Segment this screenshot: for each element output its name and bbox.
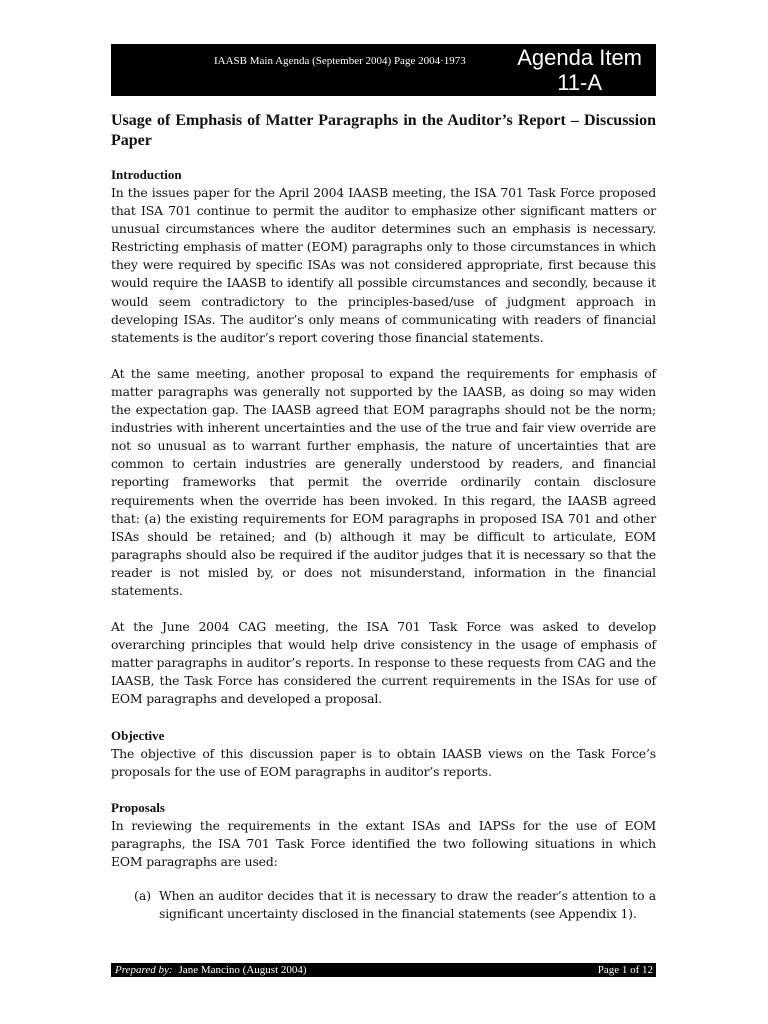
section-heading: Proposals bbox=[111, 799, 165, 815]
section-heading: Objective bbox=[111, 727, 165, 743]
agenda-item-number: 11-A bbox=[557, 70, 603, 95]
document-body bbox=[111, 166, 656, 923]
header-bar bbox=[111, 44, 656, 96]
agenda-item-line: Agenda Item bbox=[517, 45, 642, 70]
section-introduction bbox=[111, 166, 656, 709]
prepared-by-value: Jane Mancino (August 2004) bbox=[178, 964, 307, 976]
list-item bbox=[111, 887, 656, 923]
footer-prepared bbox=[115, 963, 307, 977]
section-objective bbox=[111, 727, 656, 781]
section-heading: Introduction bbox=[111, 167, 182, 182]
paragraph: The objective of this discussion paper is to obtain IAASB views on the Task Force’s proposals for the use of EOM paragraphs in auditor’s reports. bbox=[111, 745, 656, 779]
document-title: Usage of Emphasis of Matter Paragraphs in the Auditor’s Report – Discussion Paper bbox=[111, 112, 656, 149]
paragraph: At the same meeting, another proposal to expand the requirements for emphasis of matter paragraphs was generally not supported by the IAASB, as doing so may widen the expectation gap. The IAASB agreed that EOM paragraphs should not be the norm; industries with inherent uncertainties and the use of the true and fair view override are not so unusual as to warrant further emphasis, the nature of uncertainties that are common to certain industries are generally understood by readers, and financial reporting frameworks that permit the override ordinarily contain disclosure requirements when the override has been invoked. In this regard, the IAASB agreed that: (a) the existing requirements for EOM paragraphs in proposed ISA 701 and other ISAs should be retained; and (b) although it may be difficult to articulate, EOM paragraphs should also be required if the auditor judges that it is necessary so that the reader is not misled by, or does not misunderstand, information in the financial statements. bbox=[111, 365, 656, 598]
list-marker: (a) bbox=[134, 888, 152, 903]
agenda-meta: IAASB Main Agenda (September 2004) Page 2004·1973 bbox=[214, 55, 466, 67]
paragraph: At the June 2004 CAG meeting, the ISA 701 Task Force was asked to develop overarching principles that would help drive consistency in the usage of emphasis of matter paragraphs in auditor’s reports. In response to these requests from CAG and the IAASB, the Task Force has considered the current requirements in the ISAs for use of EOM paragraphs and developed a proposal. bbox=[111, 619, 656, 707]
paragraph: In reviewing the requirements in the extant ISAs and IAPSs for the use of EOM paragraphs, the ISA 701 Task Force identified the two following situations in which EOM paragraphs are used: bbox=[111, 817, 656, 869]
paragraph: In the issues paper for the April 2004 IAASB meeting, the ISA 701 Task Force proposed that ISA 701 continue to permit the auditor to emphasize other significant matters or unusual circumstances where the auditor determines such an emphasis is necessary. Restricting emphasis of matter (EOM) paragraphs only to those circumstances in which they were required by specific ISAs was not considered appropriate, first because this would require the IAASB to identify all possible circumstances and secondly, because it would seem contradictory to the principles-based/use of judgment approach in developing ISAs. The auditor’s only means of communicating with readers of financial statements is the auditor’s report covering those financial statements. bbox=[111, 185, 656, 345]
page-number: Page 1 of 12 bbox=[597, 964, 653, 976]
footer-bar bbox=[111, 963, 656, 977]
agenda-item-label bbox=[517, 45, 642, 95]
list-item-text: When an auditor decides that it is necessary to draw the reader’s attention to a significant uncertainty disclosed in the financial statements (see Appendix 1). bbox=[159, 888, 656, 922]
prepared-by-label: Prepared by: bbox=[115, 964, 173, 976]
section-proposals bbox=[111, 799, 656, 923]
